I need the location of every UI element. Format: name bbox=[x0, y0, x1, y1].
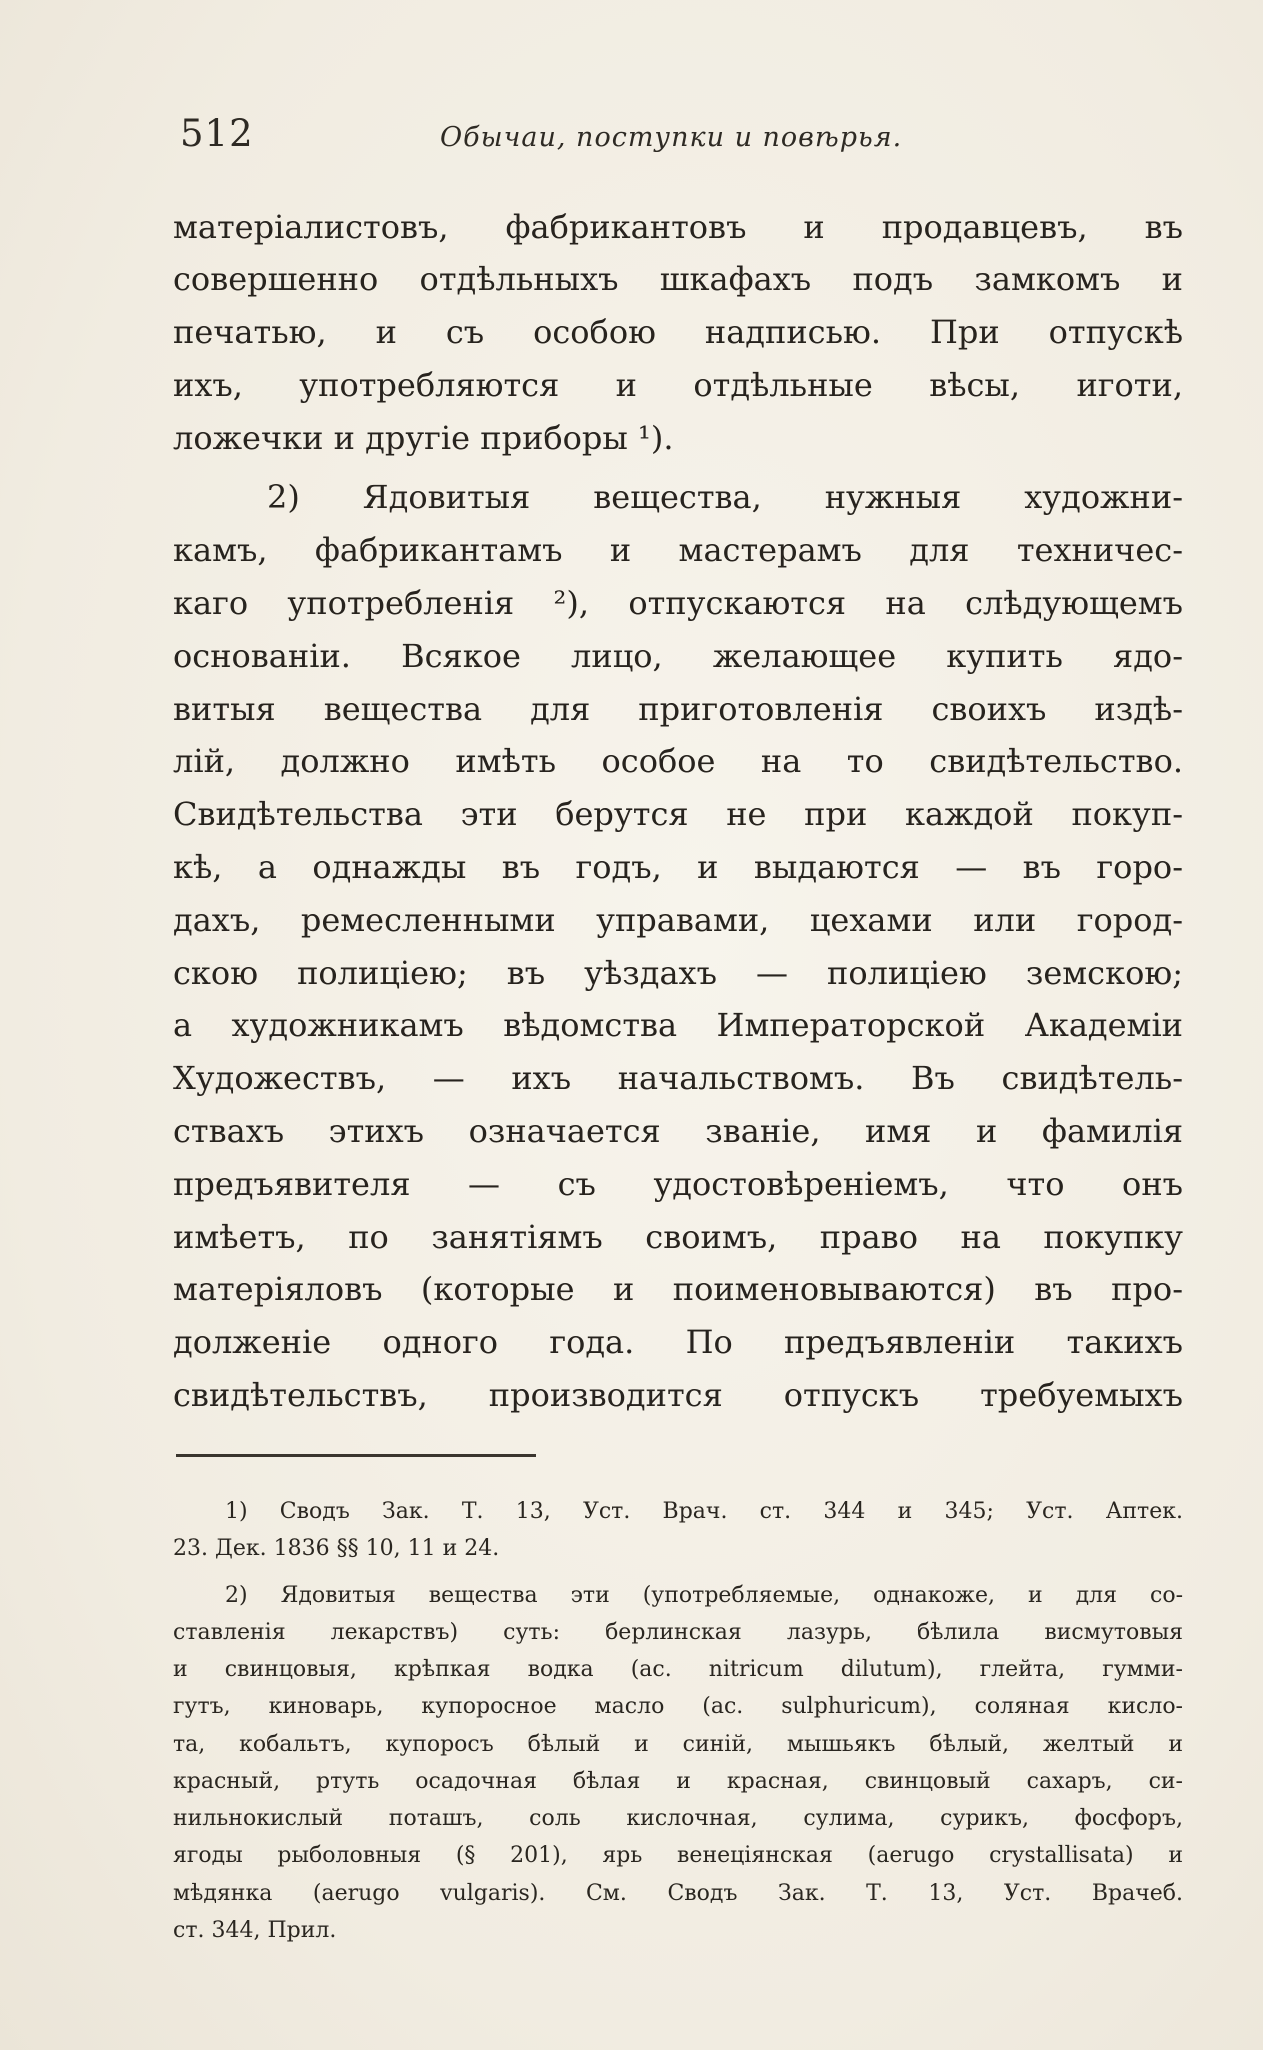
body-line: основаніи. Всякое лицо, желающее купить ядо- bbox=[173, 637, 1183, 675]
footnote-line: мѣдянка (aerugo vulgaris). См. Сводъ Зак. Т. 13, Уст. Врачеб. bbox=[173, 1881, 1183, 1906]
body-line: 2) Ядовитыя вещества, нужныя художни- bbox=[267, 478, 1183, 516]
body-line: дахъ, ремесленными управами, цехами или город- bbox=[173, 901, 1183, 939]
body-line: лій, должно имѣть особое на то свидѣтельство. bbox=[173, 742, 1183, 780]
body-line: имѣетъ, по занятіямъ своимъ, право на покупку bbox=[173, 1218, 1183, 1256]
footnote-line: ст. 344, Прил. bbox=[173, 1918, 337, 1943]
body-line: витыя вещества для приготовленія своихъ издѣ- bbox=[173, 690, 1183, 728]
body-line: скою полиціею; въ уѣздахъ — полиціею земскою; bbox=[173, 954, 1183, 992]
body-line: долженіе одного года. По предъявленіи такихъ bbox=[173, 1323, 1183, 1361]
footnote-line: 2) Ядовитыя вещества эти (употребляемые, однакоже, и для со- bbox=[225, 1583, 1183, 1608]
footnote-line: и свинцовыя, крѣпкая водка (ac. nitricum dilutum), глейта, гумми- bbox=[173, 1657, 1183, 1682]
body-line: матеріяловъ (которые и поименовываются) въ про- bbox=[173, 1270, 1183, 1308]
body-line: предъявителя — съ удостовѣреніемъ, что онъ bbox=[173, 1165, 1183, 1203]
footnote-line: красный, ртуть осадочная бѣлая и красная, свинцовый сахаръ, си- bbox=[173, 1769, 1183, 1794]
body-line: матеріалистовъ, фабрикантовъ и продавцевъ, въ bbox=[173, 208, 1183, 246]
body-line: ихъ, употребляются и отдѣльные вѣсы, иготи, bbox=[173, 366, 1183, 404]
footnote-line: ставленія лекарствъ) суть: берлинская лазурь, бѣлила висмутовыя bbox=[173, 1620, 1183, 1645]
footnote-line: гутъ, киноварь, купоросное масло (ac. sulphuricum), соляная кисло- bbox=[173, 1694, 1183, 1719]
footnote-line: та, кобальтъ, купоросъ бѣлый и синій, мышьякъ бѣлый, желтый и bbox=[173, 1732, 1183, 1757]
body-line: совершенно отдѣльныхъ шкафахъ подъ замкомъ и bbox=[173, 260, 1183, 298]
body-line: каго употребленія ²), отпускаются на слѣдующемъ bbox=[173, 584, 1183, 622]
body-line: ствахъ этихъ означается званіе, имя и фамилія bbox=[173, 1112, 1183, 1150]
body-line: а художникамъ вѣдомства Императорской Академіи bbox=[173, 1006, 1183, 1044]
body-line: свидѣтельствъ, производится отпускъ требуемыхъ bbox=[173, 1376, 1183, 1414]
footnote-line: ягоды рыболовныя (§ 201), ярь венеціянская (aerugo crystallisata) и bbox=[173, 1843, 1183, 1868]
footnote-divider bbox=[176, 1454, 536, 1457]
body-line: ложечки и другіе приборы ¹). bbox=[173, 419, 674, 457]
body-line: камъ, фабрикантамъ и мастерамъ для техничес- bbox=[173, 531, 1183, 569]
footnote-line: 1) Сводъ Зак. Т. 13, Уст. Врач. ст. 344 и 345; Уст. Аптек. bbox=[225, 1499, 1183, 1524]
body-line: Художествъ, — ихъ начальствомъ. Въ свидѣтель- bbox=[173, 1059, 1183, 1097]
body-line: Свидѣтельства эти берутся не при каждой покуп- bbox=[173, 795, 1183, 833]
body-line: кѣ, а однажды въ годъ, и выдаются — въ горо- bbox=[173, 848, 1183, 886]
footnote-line: 23. Дек. 1836 §§ 10, 11 и 24. bbox=[173, 1536, 500, 1561]
page-number: 512 bbox=[180, 112, 254, 155]
footnote-line: нильнокислый поташъ, соль кислочная, сулима, сурикъ, фосфоръ, bbox=[173, 1806, 1183, 1831]
body-line: печатью, и съ особою надписью. При отпускѣ bbox=[173, 313, 1183, 351]
running-title: Обычаи, поступки и повѣрья. bbox=[440, 122, 903, 153]
